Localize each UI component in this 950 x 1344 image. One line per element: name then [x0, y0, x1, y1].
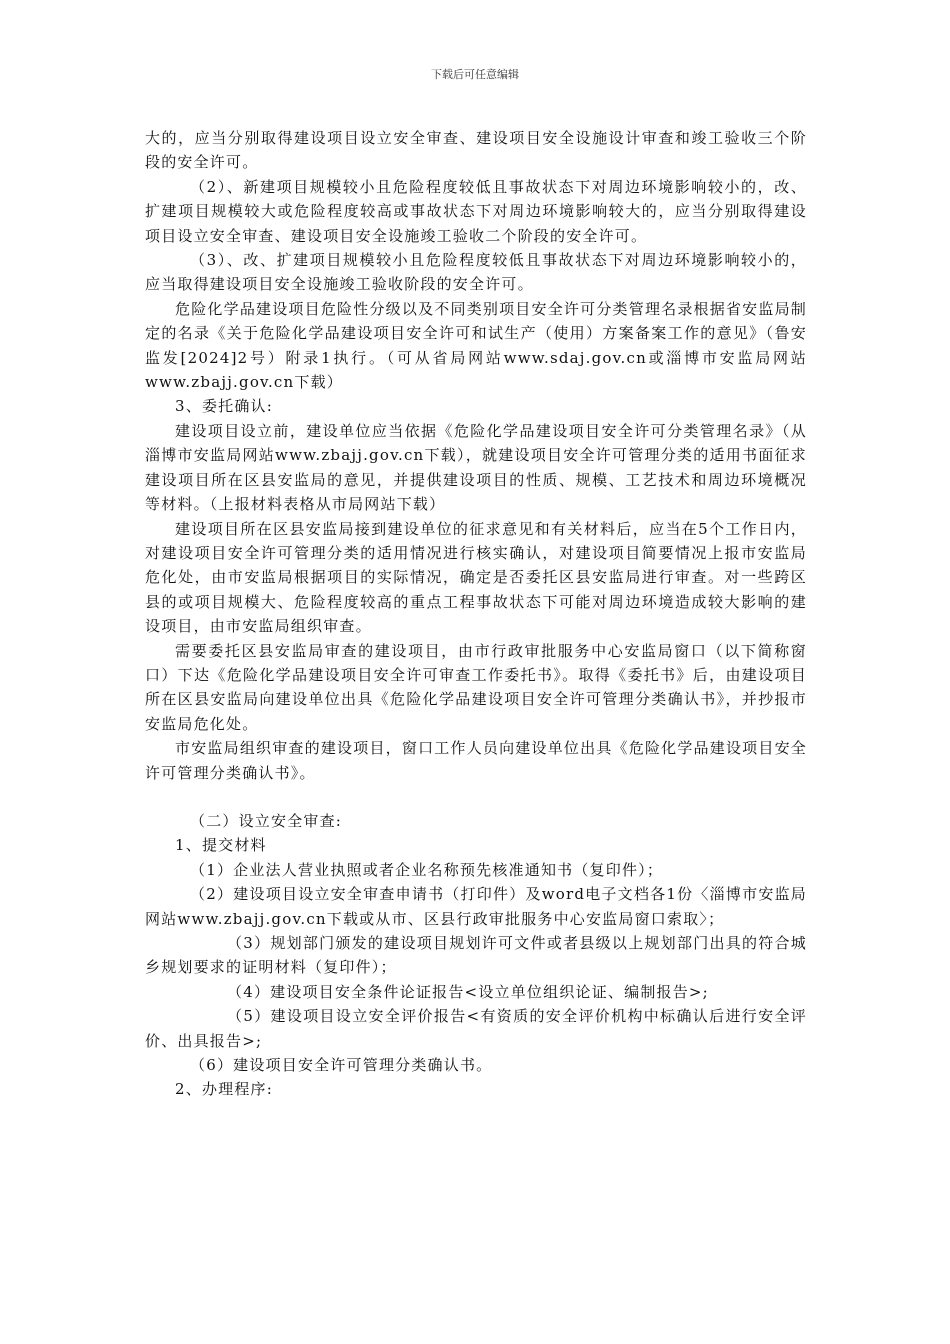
paragraph: （二）设立安全审查:: [190, 811, 343, 830]
paragraph: 市安监局组织审查的建设项目，窗口工作人员向建设单位出具《危险化学品建设项目安全许可管理分类确认书》。: [145, 739, 807, 782]
page-header: 下载后可任意编辑: [431, 68, 519, 81]
paragraph: （2）、新建项目规模较小且危险程度较低且事故状态下对周边环境影响较小的，改、扩建项目规模较大或危险程度较高或事故状态下对周边环境影响较大的，应当分别取得建设项目设立安全审查、建设项目安全设施竣工验收二个阶段的安全许可。: [145, 177, 807, 245]
paragraph: 建设项目设立前，建设单位应当依据《危险化学品建设项目安全许可分类管理名录》（从淄博市安监局网站www.zbajj.gov.cn下载），就建设项目安全许可管理分类的适用书面征求建设项目所在区县安监局的意见，并提供建设项目的性质、规模、工艺技术和周边环境概况等材料。（上报材料表格从市局网站下载）: [145, 421, 807, 514]
blank-line: [145, 785, 807, 809]
document-body: [145, 126, 807, 1102]
paragraph: 建设项目所在区县安监局接到建设单位的征求意见和有关材料后，应当在5个工作日内，对建设项目安全许可管理分类的适用情况进行核实确认，对建设项目简要情况上报市安监局危化处，由市安监局根据项目的实际情况，确定是否委托区县安监局进行审查。对一些跨区县的或项目规模大、危险程度较高的重点工程事故状态下可能对周边环境造成较大影响的建设项目，由市安监局组织审查。: [145, 519, 807, 636]
paragraph: （6）建设项目安全许可管理分类确认书。: [190, 1056, 493, 1075]
paragraph: （2）建设项目设立安全审查申请书（打印件）及word电子文档各1份〈淄博市安监局网站www.zbajj.gov.cn下载或从市、区县行政审批服务中心安监局窗口索取〉；: [145, 885, 807, 928]
paragraph: 大的，应当分别取得建设项目设立安全审查、建设项目安全设施设计审查和竣工验收三个阶段的安全许可。: [145, 129, 807, 172]
paragraph: （3）、改、扩建项目规模较小且危险程度较低且事故状态下对周边环境影响较小的，应当取得建设项目安全设施竣工验收阶段的安全许可。: [145, 251, 807, 294]
paragraph: （3）规划部门颁发的建设项目规划许可文件或者县级以上规划部门出具的符合城乡规划要求的证明材料（复印件）；: [145, 934, 807, 977]
paragraph: 2、办理程序:: [175, 1080, 273, 1099]
paragraph: 1、提交材料: [175, 836, 267, 855]
paragraph: 需要委托区县安监局审查的建设项目，由市行政审批服务中心安监局窗口（以下简称窗口）下达《危险化学品建设项目安全许可审查工作委托书》。取得《委托书》后，由建设项目所在区县安监局向建设单位出具《危险化学品建设项目安全许可管理分类确认书》，并抄报市安监局危化处。: [145, 641, 807, 733]
paragraph: 3、委托确认:: [175, 397, 273, 416]
paragraph: （1）企业法人营业执照或者企业名称预先核准通知书（复印件）；: [190, 860, 664, 879]
paragraph: （5）建设项目设立安全评价报告<有资质的安全评价机构中标确认后进行安全评价、出具报告>;: [145, 1007, 807, 1050]
paragraph: （4）建设项目安全条件论证报告<设立单位组织论证、编制报告>;: [227, 982, 709, 1001]
paragraph: 危险化学品建设项目危险性分级以及不同类别项目安全许可分类管理名录根据省安监局制定的名录《关于危险化学品建设项目安全许可和试生产（使用）方案备案工作的意见》（鲁安监发[2024]2号）附录1执行。（可从省局网站www.sdaj.gov.cn或淄博市安监局网站www.zbajj.gov.cn下载）: [145, 299, 807, 392]
